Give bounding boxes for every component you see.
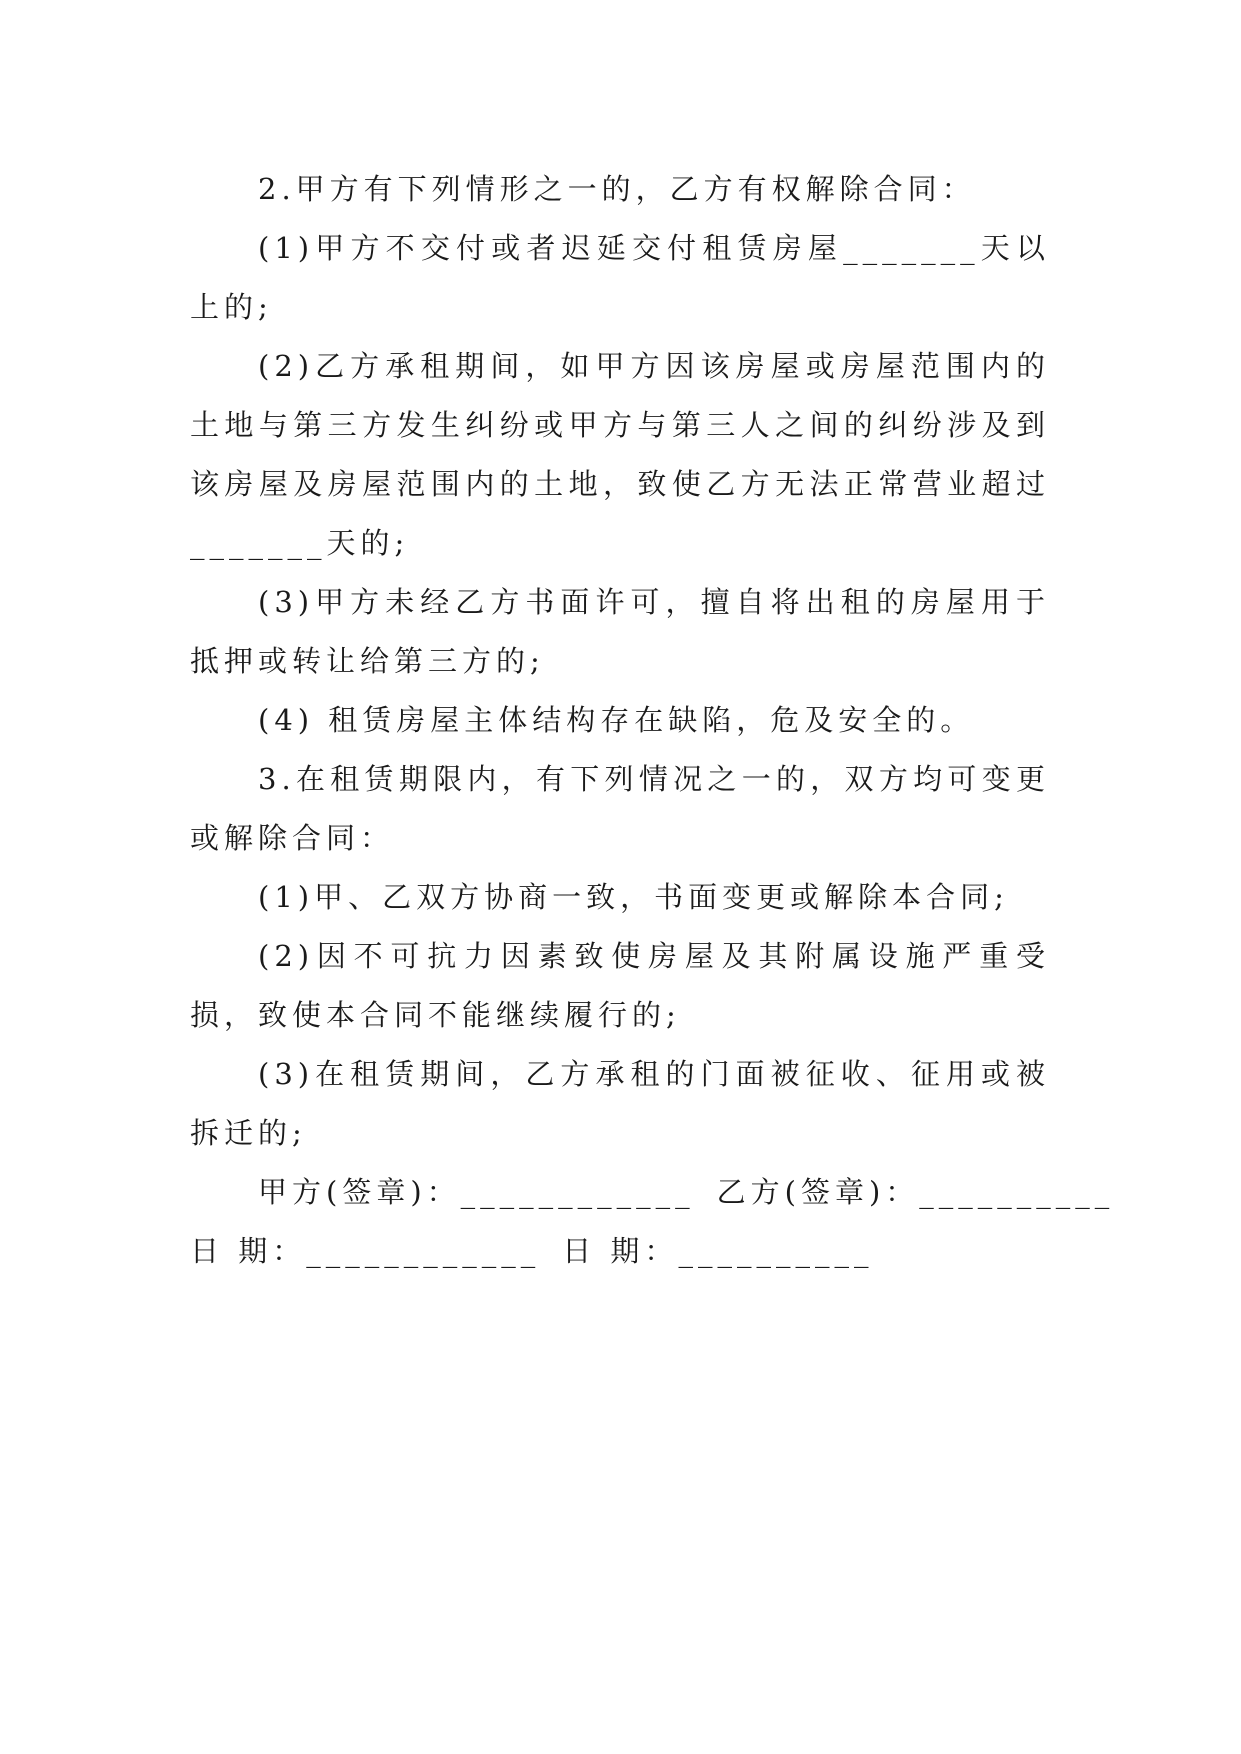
clause-2-item-4: (4) 租赁房屋主体结构存在缺陷，危及安全的。 xyxy=(258,703,975,737)
party-a-date-label: 日 期： xyxy=(190,1234,307,1268)
clause-3-heading: 3.在租赁期限内，有下列情况之一的，双方均可变更或解除合同： xyxy=(190,762,1050,855)
clause-3-item-2: (2)因不可抗力因素致使房屋及其附属设施严重受损，致使本合同不能继续履行的; xyxy=(190,939,1050,1032)
party-a-signature-label: 甲方(签章)： xyxy=(258,1175,461,1209)
party-b-date-label: 日 期： xyxy=(562,1234,679,1268)
clause-2-item-1: (1)甲方不交付或者迟延交付租赁房屋_______天以上的; xyxy=(190,231,1050,324)
party-a-signature-blank: ____________ xyxy=(460,1175,695,1209)
party-b-signature-blank: __________ xyxy=(919,1175,1115,1209)
clause-2-item-2: (2)乙方承租期间，如甲方因该房屋或房屋范围内的土地与第三方发生纠纷或甲方与第三人之间的纠纷涉及到该房屋及房屋范围内的土地，致使乙方无法正常营业超过_______天的; xyxy=(190,349,1050,560)
date-row xyxy=(190,1222,1050,1281)
party-a-date-blank: ____________ xyxy=(306,1234,541,1268)
party-b-signature-label: 乙方(签章)： xyxy=(716,1175,920,1209)
clause-2-item-3: (3)甲方未经乙方书面许可，擅自将出租的房屋用于抵押或转让给第三方的; xyxy=(190,585,1050,678)
document-body xyxy=(190,160,1115,1281)
clause-2-heading: 2.甲方有下列情形之一的，乙方有权解除合同： xyxy=(258,172,976,206)
clause-3-item-3: (3)在租赁期间，乙方承租的门面被征收、征用或被拆迁的; xyxy=(190,1057,1050,1150)
signature-row xyxy=(190,1163,1115,1222)
clause-3-item-1: (1)甲、乙双方协商一致，书面变更或解除本合同; xyxy=(258,880,1009,914)
party-b-date-blank: __________ xyxy=(678,1234,874,1268)
